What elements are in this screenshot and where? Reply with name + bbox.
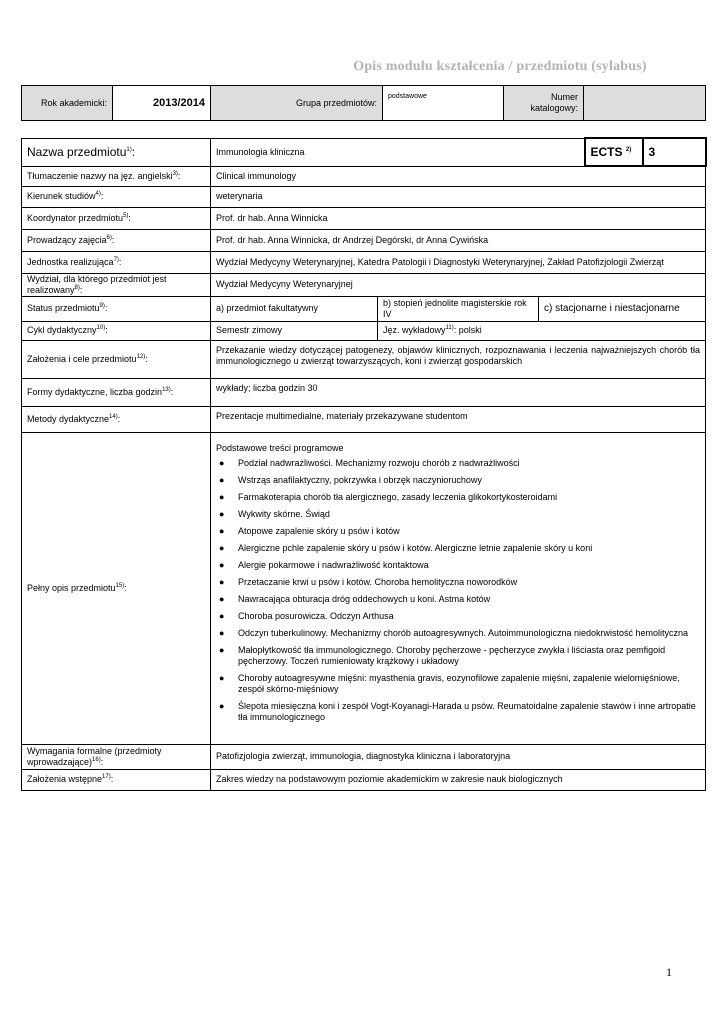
program-list	[216, 458, 700, 723]
description-label: Pełny opis przedmiotu$^{15)}$:	[22, 432, 211, 744]
list-item: ● Małopłytkowość tła immunologicznego. Choroby pęcherzowe - pęcherzyce zwykła i liściasta oraz pemfigoid pęcherzowy. Toczeń rumieniowaty krążkowy i układowy	[219, 644, 666, 666]
bullet-icon: ●	[219, 576, 225, 587]
list-item: ● Farmakoterapia chorób tła alergicznego, zasady leczenia glikokortykosteroidami	[219, 491, 558, 502]
bullet-icon: ●	[219, 542, 225, 553]
bullet-icon: ●	[219, 491, 225, 502]
bullet-icon: ●	[219, 700, 225, 711]
course-name-value: Immunologia kliniczna	[211, 138, 585, 166]
prerequisites-row	[22, 769, 706, 790]
goals-label: Założenia i cele przedmiotu$^{12)}$:	[22, 340, 211, 378]
academic-year-value: 2013/2014	[113, 86, 211, 121]
field-label: Kierunek studiów$^{4)}$:	[22, 186, 211, 207]
unit-row	[22, 251, 706, 273]
coordinator-label: Koordynator przedmiotu$^{5)}$:	[22, 207, 211, 229]
bullet-icon: ●	[219, 525, 225, 536]
bullet-icon: ●	[219, 593, 225, 604]
teachers-row	[22, 229, 706, 251]
page-number: 1	[666, 965, 672, 979]
catalog-number-label: Numer katalogowy:	[504, 86, 584, 121]
bullet-icon: ●	[219, 644, 225, 655]
goals-row	[22, 340, 706, 378]
requirements-value: Patofizjologia zwierząt, immunologia, diagnostyka kliniczna i laboratoryjna	[211, 744, 706, 769]
faculty-label: Wydział, dla którego przedmiot jest realizowany$^{8)}$:	[22, 273, 211, 296]
ects-value: 3	[643, 138, 706, 166]
academic-year-label: Rok akademicki:	[22, 86, 113, 121]
list-item: ● Wstrząs anafilaktyczny, pokrzywka i obrzęk naczynioruchowy	[219, 474, 482, 485]
faculty-value: Wydział Medycyny Weterynaryjnej	[211, 273, 706, 296]
ects-label: ECTS $^{2)}$	[585, 138, 643, 166]
coordinator-row	[22, 207, 706, 229]
bullet-icon: ●	[219, 672, 225, 683]
list-item: ● Alergiczne pchle zapalenie skóry u psów i kotów. Alergiczne letnie zapalenie skóry u koni	[219, 542, 593, 553]
header-info-table	[21, 85, 706, 121]
teachers-value: Prof. dr hab. Anna Winnicka, dr Andrzej Degórski, dr Anna Cywińska	[211, 229, 706, 251]
bullet-icon: ●	[219, 474, 225, 485]
translation-label: Tłumaczenie nazwy na jęz. angielski$^{3)}$:	[22, 166, 211, 186]
forms-value: wykłady; liczba godzin 30	[211, 378, 706, 406]
list-item: ● Ślepota miesięczna koni i zespół Vogt-Koyanagi-Harada u psów. Reumatoidalne zapalenie stawów i inne artropatie tła immunologicznego	[219, 700, 696, 722]
methods-label: Metody dydaktyczne$^{14)}$:	[22, 406, 211, 432]
translation-row	[22, 166, 706, 186]
list-item: ● Choroby autoagresywne mięśni: myasthenia gravis, eozynofilowe zapalenie mięśni, zapalenie wielomięśniowe, zespół skórno-mięśniowy	[219, 672, 680, 694]
bullet-icon: ●	[219, 610, 225, 621]
list-item: ● Alergie pokarmowe i nadwrażliwość kontaktowa	[219, 559, 429, 570]
prerequisites-label: Założenia wstępne$^{17)}$:	[22, 769, 211, 790]
language-value: Jęz. wykładowy$^{11)}$: polski	[378, 321, 706, 340]
teachers-label: Prowadzący zajęcia$^{6)}$:	[22, 229, 211, 251]
requirements-row	[22, 744, 706, 769]
list-item: ● Nawracająca obturacja dróg oddechowych u koni. Astma kotów	[219, 593, 491, 604]
status-row	[22, 296, 706, 321]
catalog-number-value	[584, 86, 706, 121]
methods-value: Prezentacje multimedialne, materiały przekazywane studentom	[211, 406, 706, 432]
translation-value: Clinical immunology	[211, 166, 706, 186]
document-title: Opis modułu kształcenia / przedmiotu (sylabus)	[353, 59, 647, 74]
coordinator-value: Prof. dr hab. Anna Winnicka	[211, 207, 706, 229]
bullet-icon: ●	[219, 508, 225, 519]
course-name-label: Nazwa przedmiotu$^{1)}$:	[22, 138, 211, 166]
course-group-label: Grupa przedmiotów:	[211, 86, 383, 121]
list-item: ● Odczyn tuberkulinowy. Mechanizmy chorób autoagresywnych. Autoimmunologiczna niedokrwistość hemolityczna	[219, 627, 689, 638]
list-item: ● Choroba posurowicza. Odczyn Arthusa	[219, 610, 394, 621]
list-item: ● Podział nadwrażliwości. Mechanizmy rozwoju chorób z nadwrażliwości	[219, 457, 520, 468]
cycle-row	[22, 321, 706, 340]
course-name-row	[22, 138, 706, 166]
forms-row	[22, 378, 706, 406]
bullet-icon: ●	[219, 457, 225, 468]
course-group-value: podstawowe	[383, 86, 504, 121]
field-value: weterynaria	[211, 186, 706, 207]
syllabus-table	[21, 137, 707, 791]
status-value-c: c) stacjonarne i niestacjonarne	[539, 296, 706, 321]
program-heading: Podstawowe treści programowe	[216, 442, 344, 453]
forms-label: Formy dydaktyczne, liczba godzin$^{13)}$:	[22, 378, 211, 406]
list-item: ● Przetaczanie krwi u psów i kotów. Choroba hemolityczna noworodków	[219, 576, 518, 587]
faculty-row	[22, 273, 706, 296]
prerequisites-value: Zakres wiedzy na podstawowym poziomie akademickim w zakresie nauk biologicznych	[211, 769, 706, 790]
list-item: ● Wykwity skórne. Świąd	[219, 508, 330, 519]
cycle-value: Semestr zimowy	[211, 321, 378, 340]
goals-value: Przekazanie wiedzy dotyczącej patogenezy, objawów klinicznych, rozpoznawania i leczenia najważniejszych chorób tła immunologicznego u zwierząt towarzyszących, koni i zwierząt gospodarskich	[211, 340, 706, 378]
description-value	[211, 432, 706, 744]
unit-value: Wydział Medycyny Weterynaryjnej, Katedra Patologii i Diagnostyki Weterynaryjnej, Zakład Patofizjologii Zwierząt	[211, 251, 706, 273]
cycle-label: Cykl dydaktyczny$^{10)}$:	[22, 321, 211, 340]
list-item: ● Atopowe zapalenie skóry u psów i kotów	[219, 525, 400, 536]
unit-label: Jednostka realizująca$^{7)}$:	[22, 251, 211, 273]
bullet-icon: ●	[219, 627, 225, 638]
requirements-label: Wymagania formalne (przedmioty wprowadzające)$^{16)}$:	[22, 744, 211, 769]
status-value-b: b) stopień jednolite magisterskie rok IV	[378, 296, 539, 321]
description-row	[22, 432, 706, 744]
methods-row	[22, 406, 706, 432]
field-row	[22, 186, 706, 207]
bullet-icon: ●	[219, 559, 225, 570]
status-value-a: a) przedmiot fakultatywny	[211, 296, 378, 321]
status-label: Status przedmiotu$^{9)}$:	[22, 296, 211, 321]
